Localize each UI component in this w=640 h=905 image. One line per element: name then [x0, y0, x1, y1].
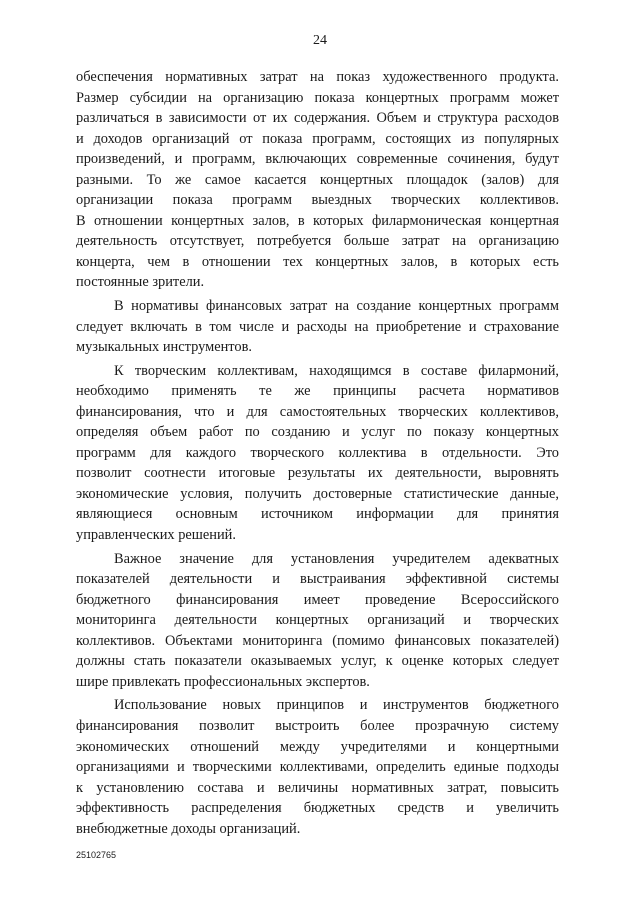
text-line: организации показа программ выездных творческих коллективов.	[76, 192, 559, 209]
text-line: коллективов. Объектами мониторинга (помимо финансовых показателей)	[76, 632, 559, 649]
text-line: финансирования, что и для самостоятельных творческих коллективов,	[76, 403, 559, 420]
text-line: обеспечения нормативных затрат на показ художественного продукта.	[76, 69, 559, 85]
text-line: позволит соотнести итоговые результаты их деятельности, выровнять	[76, 465, 559, 482]
text-line: организациями и творческими коллективами, определить единые подходы	[76, 759, 559, 776]
text-line: и доходов организаций от показа программ, состоящих из популярных	[76, 130, 559, 147]
text-line: должны стать показатели оказываемых услуг, к оценке которых следует	[76, 653, 559, 670]
text-line: управленческих решений.	[76, 527, 236, 544]
text-line: разными. То же самое касается концертных площадок (залов) для	[76, 171, 559, 188]
text-line: Использование новых принципов и инструментов бюджетного	[114, 697, 559, 714]
text-line: мониторинга деятельности концертных организаций и творческих	[76, 612, 559, 629]
text-line: программ для каждого творческого коллектива в отдельности. Это	[76, 444, 559, 461]
text-line: деятельность отсутствует, потребуется больше затрат на организацию	[76, 233, 559, 250]
text-line: экономические условия, получить достоверные статистические данные,	[76, 485, 559, 502]
text-line: экономических отношений между учредителями и концертными	[76, 738, 559, 755]
text-line: постоянные зрители.	[76, 274, 205, 291]
text-line: шире привлекать профессиональных экспертов.	[76, 673, 370, 690]
document-code: 25102765	[76, 850, 117, 860]
document-body	[76, 67, 559, 839]
paragraph	[76, 67, 559, 293]
text-line: музыкальных инструментов.	[76, 339, 252, 356]
text-line: различаться в зависимости от их содержания. Объем и структура расходов	[76, 110, 559, 127]
paragraph	[76, 361, 559, 546]
text-line: В отношении концертных залов, в которых филармоническая концертная	[76, 212, 559, 229]
text-line: следует включать в том числе и расходы на приобретение и страхование	[76, 318, 559, 335]
text-line: бюджетного финансирования имеет проведение Всероссийского	[76, 591, 559, 608]
text-line: показателей деятельности и выстраивания эффективной системы	[76, 571, 559, 588]
text-line: финансирования позволит выстроить более прозрачную систему	[76, 717, 559, 734]
text-line: к установлению состава и величины нормативных затрат, повысить	[76, 779, 559, 796]
text-line: являющиеся основным источником информации для принятия	[76, 506, 559, 523]
text-line: произведений, и программ, включающих современные сочинения, будут	[76, 151, 559, 168]
text-line: К творческим коллективам, находящимся в составе филармоний,	[114, 362, 559, 379]
paragraph	[76, 549, 559, 693]
page-number: 24	[313, 33, 327, 48]
paragraph	[76, 695, 559, 839]
text-line: концерта, чем в отношении тех концертных залов, в которых есть	[76, 253, 559, 270]
text-line: эффективность распределения бюджетных средств и увеличить	[76, 800, 559, 817]
text-line: В нормативы финансовых затрат на создание концертных программ	[114, 298, 559, 315]
paragraph	[76, 296, 559, 358]
text-line: необходимо применять те же принципы расчета нормативов	[76, 383, 559, 400]
text-line: определяя объем работ по созданию и услуг по показу концертных	[76, 424, 559, 441]
text-line: Важное значение для установления учредителем адекватных	[114, 550, 559, 567]
text-line: Размер субсидии на организацию показа концертных программ может	[76, 89, 559, 106]
text-line: внебюджетные доходы организаций.	[76, 820, 301, 837]
